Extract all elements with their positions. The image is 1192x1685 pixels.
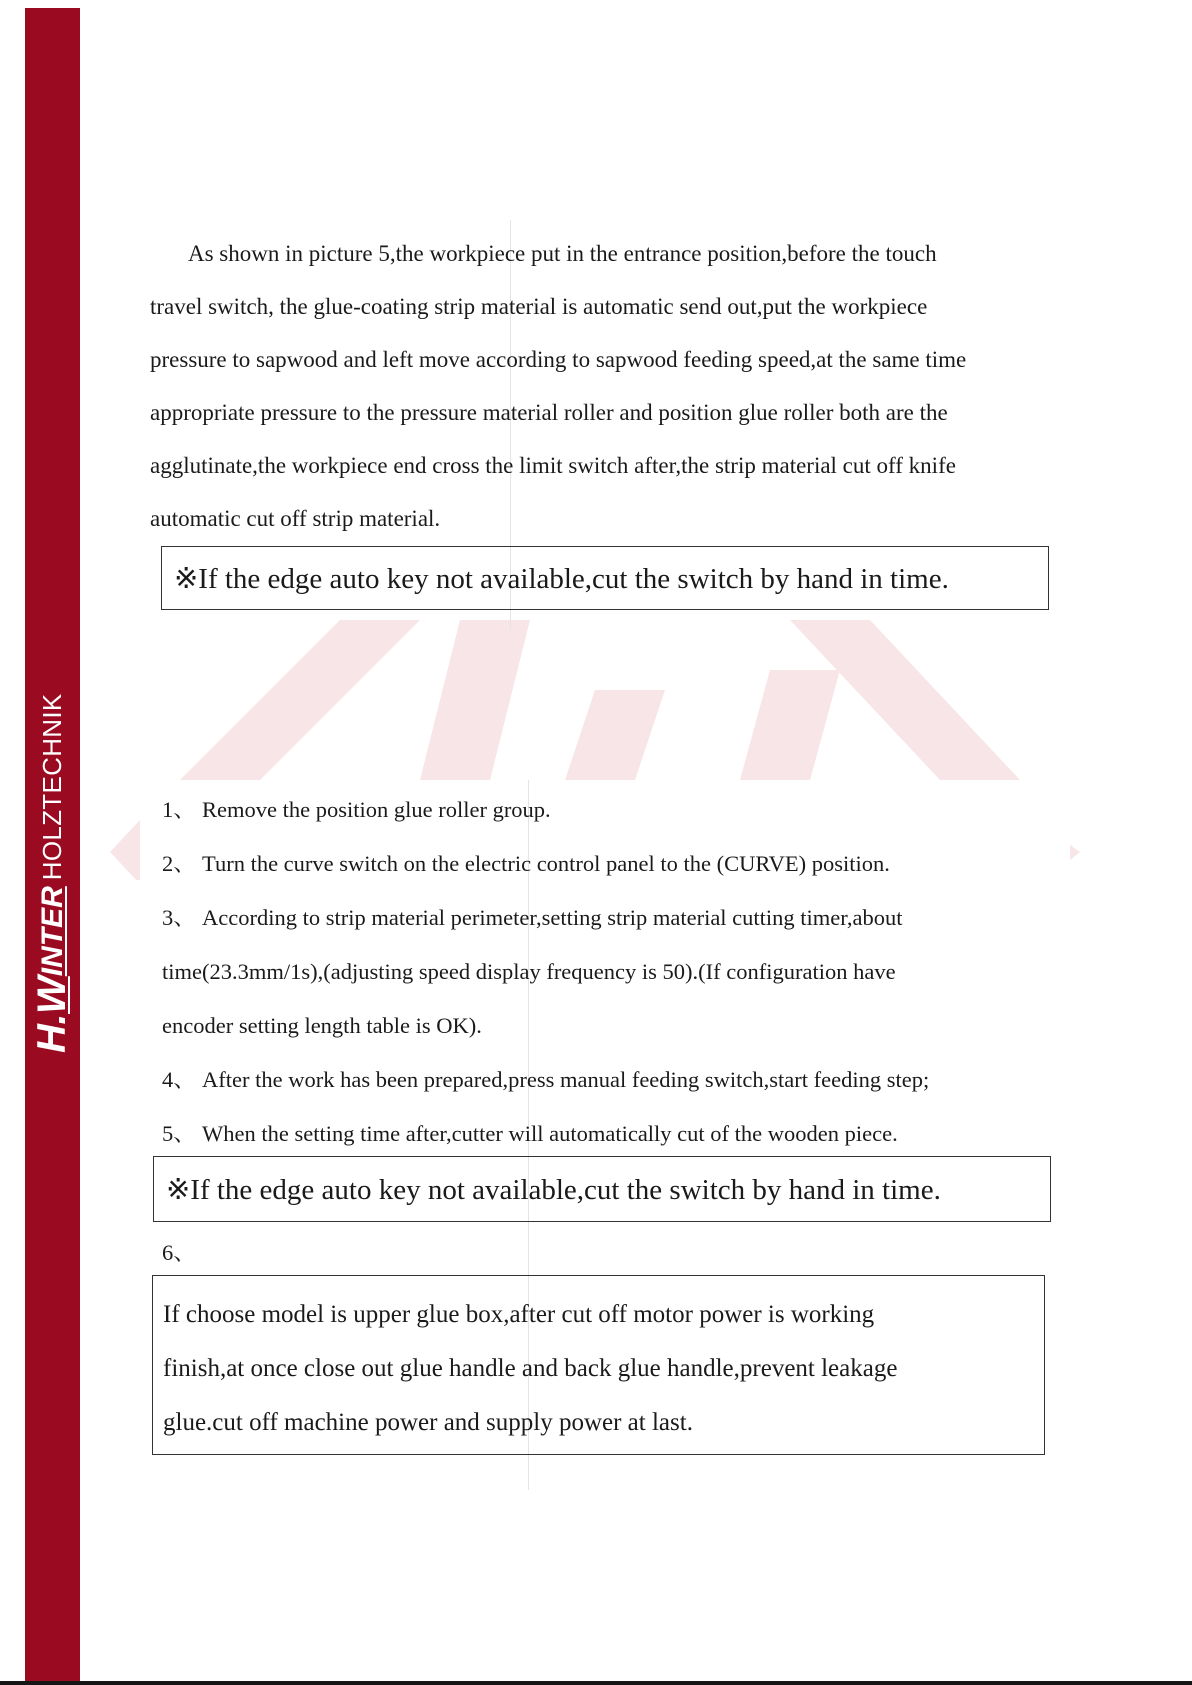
step6-line: glue.cut off machine power and supply power at last.	[163, 1409, 693, 1436]
step-continuation: encoder setting length table is OK).	[162, 1013, 482, 1038]
step-number: 3、	[162, 905, 196, 930]
step-item	[162, 783, 929, 837]
step-item	[162, 837, 929, 891]
step6-line: finish,at once close out glue handle and back glue handle,prevent leakage	[163, 1355, 898, 1382]
step-text: According to strip material perimeter,setting strip material cutting timer,about	[202, 905, 903, 930]
step-item	[162, 1053, 929, 1107]
intro-paragraph	[150, 227, 966, 545]
notice-text: ※If the edge auto key not available,cut the switch by hand in time.	[174, 562, 949, 595]
intro-line: travel switch, the glue-coating strip material is automatic send out,put the workpiece	[150, 294, 928, 319]
notice-box-second	[153, 1156, 1051, 1222]
brand-winter-w: W	[30, 976, 74, 1014]
page-bottom-edge	[0, 1681, 1192, 1685]
step6-box	[152, 1275, 1045, 1455]
notice-text: ※If the edge auto key not available,cut the switch by hand in time.	[166, 1173, 941, 1206]
step6-line: If choose model is upper glue box,after cut off motor power is working	[163, 1301, 875, 1328]
step-text: When the setting time after,cutter will automatically cut of the wooden piece.	[202, 1121, 898, 1146]
step-number: 2、	[162, 851, 196, 876]
intro-line: agglutinate,the workpiece end cross the limit switch after,the strip material cut off knife	[150, 453, 956, 478]
brand-logo	[25, 613, 80, 1055]
step-number: 6、	[162, 1240, 196, 1265]
brand-winter-rest: INTER	[35, 886, 69, 977]
brand-holztechnik: HOLZTECHNIK	[37, 693, 67, 881]
intro-line: pressure to sapwood and left move according to sapwood feeding speed,at the same time	[150, 347, 967, 372]
step-text: Remove the position glue roller group.	[202, 797, 551, 822]
brand-initial: H.	[30, 1014, 74, 1053]
step-item	[162, 1107, 929, 1161]
step-number: 5、	[162, 1121, 196, 1146]
step-text: Turn the curve switch on the electric control panel to the (CURVE) position.	[202, 851, 890, 876]
step-item	[162, 891, 929, 945]
intro-line: appropriate pressure to the pressure material roller and position glue roller both are the	[150, 400, 948, 425]
notice-box-first	[161, 546, 1049, 610]
intro-line: As shown in picture 5,the workpiece put in the entrance position,before the touch	[188, 241, 937, 266]
step-text: After the work has been prepared,press manual feeding switch,start feeding step;	[202, 1067, 930, 1092]
step-number: 1、	[162, 797, 196, 822]
step-continuation: time(23.3mm/1s),(adjusting speed display frequency is 50).(If configuration have	[162, 959, 896, 984]
intro-line: automatic cut off strip material.	[150, 506, 441, 531]
steps-list	[162, 783, 929, 1161]
step-number: 4、	[162, 1067, 196, 1092]
